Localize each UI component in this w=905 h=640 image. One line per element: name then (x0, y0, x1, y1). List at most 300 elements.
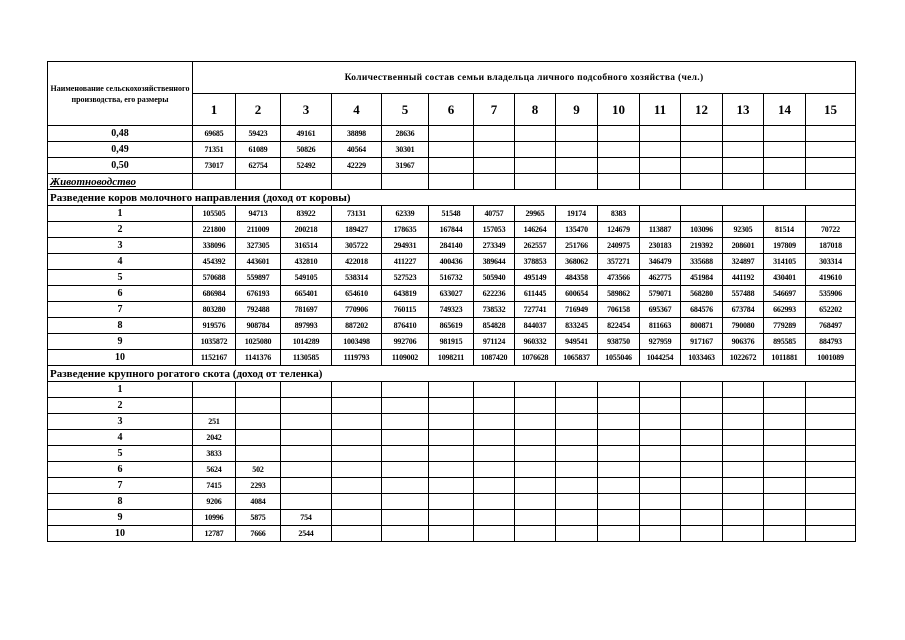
value-cell: 62339 (382, 206, 429, 222)
cattle-row (48, 398, 856, 414)
value-cell: 906376 (723, 334, 764, 350)
value-cell: 5875 (236, 510, 281, 526)
dairy-row (48, 206, 856, 222)
value-cell: 538314 (332, 270, 382, 286)
value-cell (429, 126, 474, 142)
value-cell: 1044254 (640, 350, 681, 366)
dairy-row (48, 270, 856, 286)
family-size-8: 8 (515, 94, 556, 126)
family-size-2: 2 (236, 94, 281, 126)
value-cell (640, 494, 681, 510)
value-cell: 557488 (723, 286, 764, 302)
value-cell: 2293 (236, 478, 281, 494)
value-cell: 73017 (193, 158, 236, 174)
value-cell: 738532 (474, 302, 515, 318)
value-cell: 73131 (332, 206, 382, 222)
income-table (47, 61, 856, 542)
value-cell: 7415 (193, 478, 236, 494)
value-cell: 589862 (598, 286, 640, 302)
value-cell (382, 526, 429, 542)
value-cell: 411227 (382, 254, 429, 270)
value-cell: 706158 (598, 302, 640, 318)
value-cell (598, 382, 640, 398)
value-cell (681, 142, 723, 158)
value-cell (806, 526, 856, 542)
cattle-row (48, 494, 856, 510)
value-cell (681, 430, 723, 446)
value-cell (474, 158, 515, 174)
cattle-row (48, 462, 856, 478)
value-cell: 800871 (681, 318, 723, 334)
value-cell: 546697 (764, 286, 806, 302)
value-cell: 927959 (640, 334, 681, 350)
family-size-7: 7 (474, 94, 515, 126)
cattle-row (48, 510, 856, 526)
value-cell: 549105 (281, 270, 332, 286)
family-size-10: 10 (598, 94, 640, 126)
value-cell (193, 398, 236, 414)
value-cell: 51548 (429, 206, 474, 222)
value-cell: 62754 (236, 158, 281, 174)
value-cell: 324897 (723, 254, 764, 270)
value-cell: 811663 (640, 318, 681, 334)
value-cell (556, 526, 598, 542)
value-cell: 284140 (429, 238, 474, 254)
value-cell (764, 398, 806, 414)
dairy-row (48, 350, 856, 366)
value-cell (281, 462, 332, 478)
blank-cell (598, 174, 640, 190)
value-cell: 754 (281, 510, 332, 526)
value-cell: 430401 (764, 270, 806, 286)
family-size-6: 6 (429, 94, 474, 126)
value-cell: 568280 (681, 286, 723, 302)
value-cell: 779289 (764, 318, 806, 334)
row-label: 7 (48, 478, 193, 494)
value-cell (474, 430, 515, 446)
value-cell: 1025080 (236, 334, 281, 350)
row-label: 1 (48, 382, 193, 398)
value-cell (474, 494, 515, 510)
cattle-row (48, 414, 856, 430)
value-cell (474, 382, 515, 398)
value-cell: 570688 (193, 270, 236, 286)
value-cell: 673784 (723, 302, 764, 318)
value-cell (681, 462, 723, 478)
value-cell: 749323 (429, 302, 474, 318)
value-cell (598, 446, 640, 462)
value-cell (429, 430, 474, 446)
value-cell: 473566 (598, 270, 640, 286)
value-cell (332, 430, 382, 446)
value-cell: 1022672 (723, 350, 764, 366)
size-row (48, 158, 856, 174)
value-cell (515, 494, 556, 510)
value-cell: 92305 (723, 222, 764, 238)
value-cell: 432810 (281, 254, 332, 270)
value-cell (764, 446, 806, 462)
value-cell: 919576 (193, 318, 236, 334)
value-cell (429, 446, 474, 462)
value-cell (281, 382, 332, 398)
value-cell (764, 126, 806, 142)
value-cell: 28636 (382, 126, 429, 142)
value-cell: 884793 (806, 334, 856, 350)
value-cell: 803280 (193, 302, 236, 318)
value-cell (806, 494, 856, 510)
value-cell: 770906 (332, 302, 382, 318)
value-cell: 314105 (764, 254, 806, 270)
value-cell: 189427 (332, 222, 382, 238)
value-cell: 8383 (598, 206, 640, 222)
value-cell (764, 526, 806, 542)
value-cell (429, 526, 474, 542)
family-size-15: 15 (806, 94, 856, 126)
dairy-row (48, 254, 856, 270)
value-cell (382, 398, 429, 414)
value-cell: 844037 (515, 318, 556, 334)
value-cell: 527523 (382, 270, 429, 286)
value-cell: 833245 (556, 318, 598, 334)
value-cell (681, 526, 723, 542)
value-cell: 2042 (193, 430, 236, 446)
value-cell (281, 430, 332, 446)
family-size-12: 12 (681, 94, 723, 126)
value-cell (806, 462, 856, 478)
family-size-14: 14 (764, 94, 806, 126)
value-cell: 94713 (236, 206, 281, 222)
value-cell (281, 398, 332, 414)
blank-cell (429, 174, 474, 190)
value-cell (764, 158, 806, 174)
value-cell: 113887 (640, 222, 681, 238)
dairy-row (48, 238, 856, 254)
dairy-row (48, 318, 856, 334)
value-cell: 230183 (640, 238, 681, 254)
value-cell: 865619 (429, 318, 474, 334)
value-cell (332, 414, 382, 430)
value-cell (598, 142, 640, 158)
row-label: 6 (48, 286, 193, 302)
value-cell: 1152167 (193, 350, 236, 366)
value-cell: 52492 (281, 158, 332, 174)
value-cell: 502 (236, 462, 281, 478)
value-cell: 665401 (281, 286, 332, 302)
value-cell (598, 494, 640, 510)
value-cell (764, 142, 806, 158)
value-cell (332, 526, 382, 542)
value-cell (723, 414, 764, 430)
value-cell: 40757 (474, 206, 515, 222)
value-cell (764, 382, 806, 398)
value-cell (598, 398, 640, 414)
value-cell (681, 158, 723, 174)
value-cell (640, 398, 681, 414)
value-cell (806, 126, 856, 142)
value-cell: 908784 (236, 318, 281, 334)
value-cell (806, 478, 856, 494)
row-label: 0,49 (48, 142, 193, 158)
value-cell (474, 478, 515, 494)
blank-cell (556, 174, 598, 190)
value-cell: 949541 (556, 334, 598, 350)
row-label: 2 (48, 398, 193, 414)
value-cell (640, 526, 681, 542)
value-cell: 760115 (382, 302, 429, 318)
value-cell: 1035872 (193, 334, 236, 350)
value-cell (332, 398, 382, 414)
row-label: 10 (48, 350, 193, 366)
value-cell (640, 430, 681, 446)
value-cell (474, 446, 515, 462)
value-cell (723, 510, 764, 526)
value-cell (474, 126, 515, 142)
value-cell (640, 462, 681, 478)
dairy-section-heading: Разведение коров молочного направления (доход от коровы) (48, 190, 429, 206)
value-cell (681, 414, 723, 430)
value-cell (236, 430, 281, 446)
value-cell (556, 398, 598, 414)
value-cell (640, 158, 681, 174)
row-label: 4 (48, 254, 193, 270)
value-cell (332, 462, 382, 478)
value-cell: 221800 (193, 222, 236, 238)
value-cell (382, 414, 429, 430)
blank-cell (806, 174, 856, 190)
value-cell: 273349 (474, 238, 515, 254)
value-cell (429, 494, 474, 510)
value-cell (764, 430, 806, 446)
value-cell (681, 398, 723, 414)
value-cell (723, 398, 764, 414)
value-cell: 294931 (382, 238, 429, 254)
value-cell: 960332 (515, 334, 556, 350)
value-cell: 262557 (515, 238, 556, 254)
value-cell: 790080 (723, 318, 764, 334)
value-cell: 400436 (429, 254, 474, 270)
row-label: 4 (48, 430, 193, 446)
value-cell (764, 510, 806, 526)
value-cell: 178635 (382, 222, 429, 238)
value-cell (429, 142, 474, 158)
row-label: 0,48 (48, 126, 193, 142)
value-cell (640, 206, 681, 222)
value-cell (382, 382, 429, 398)
value-cell (281, 494, 332, 510)
value-cell (474, 462, 515, 478)
value-cell: 316514 (281, 238, 332, 254)
value-cell: 643819 (382, 286, 429, 302)
value-cell (764, 494, 806, 510)
value-cell (556, 430, 598, 446)
value-cell (556, 158, 598, 174)
blank-cell (764, 174, 806, 190)
value-cell: 335688 (681, 254, 723, 270)
value-cell (723, 126, 764, 142)
family-size-9: 9 (556, 94, 598, 126)
value-cell: 992706 (382, 334, 429, 350)
value-cell: 633027 (429, 286, 474, 302)
row-label: 6 (48, 462, 193, 478)
value-cell (681, 446, 723, 462)
blank-cell (723, 174, 764, 190)
value-cell: 716949 (556, 302, 598, 318)
row-label: 9 (48, 334, 193, 350)
value-cell (515, 478, 556, 494)
row-label: 5 (48, 270, 193, 286)
value-cell: 938750 (598, 334, 640, 350)
value-cell (281, 414, 332, 430)
dairy-row (48, 334, 856, 350)
value-cell (515, 510, 556, 526)
value-cell: 1003498 (332, 334, 382, 350)
value-cell: 1098211 (429, 350, 474, 366)
value-cell: 792488 (236, 302, 281, 318)
value-cell: 187018 (806, 238, 856, 254)
value-cell (556, 510, 598, 526)
value-cell: 441192 (723, 270, 764, 286)
value-cell (515, 414, 556, 430)
value-cell (806, 430, 856, 446)
value-cell (598, 158, 640, 174)
value-cell: 1014289 (281, 334, 332, 350)
row-label: 8 (48, 494, 193, 510)
value-cell (429, 158, 474, 174)
value-cell (723, 158, 764, 174)
value-cell: 31967 (382, 158, 429, 174)
value-cell: 652202 (806, 302, 856, 318)
value-cell (515, 446, 556, 462)
value-cell (806, 398, 856, 414)
value-cell: 200218 (281, 222, 332, 238)
value-cell (598, 126, 640, 142)
value-cell: 29965 (515, 206, 556, 222)
family-size-13: 13 (723, 94, 764, 126)
value-cell: 135470 (556, 222, 598, 238)
value-cell (332, 494, 382, 510)
value-cell: 622236 (474, 286, 515, 302)
value-cell: 686984 (193, 286, 236, 302)
value-cell (723, 142, 764, 158)
value-cell (681, 206, 723, 222)
value-cell: 251 (193, 414, 236, 430)
value-cell: 484358 (556, 270, 598, 286)
value-cell (515, 158, 556, 174)
value-cell: 240975 (598, 238, 640, 254)
blank-cell (640, 174, 681, 190)
row-label: 10 (48, 526, 193, 542)
blank-cell (236, 174, 281, 190)
value-cell: 81514 (764, 222, 806, 238)
livestock-section-row (48, 174, 856, 190)
family-size-4: 4 (332, 94, 382, 126)
value-cell: 684576 (681, 302, 723, 318)
value-cell: 454392 (193, 254, 236, 270)
blank-cell (332, 174, 382, 190)
value-cell: 462775 (640, 270, 681, 286)
dairy-row (48, 286, 856, 302)
value-cell (382, 494, 429, 510)
value-cell: 676193 (236, 286, 281, 302)
row-label: 3 (48, 414, 193, 430)
value-cell (429, 414, 474, 430)
value-cell (382, 478, 429, 494)
name-column-header: Наименование сельскохозяйственного производства, его размеры (48, 62, 193, 126)
value-cell: 419610 (806, 270, 856, 286)
blank-cell (429, 190, 856, 206)
value-cell (193, 382, 236, 398)
value-cell: 378853 (515, 254, 556, 270)
value-cell (332, 510, 382, 526)
value-cell: 49161 (281, 126, 332, 142)
value-cell (806, 158, 856, 174)
value-cell (764, 478, 806, 494)
value-cell (281, 478, 332, 494)
value-cell (640, 142, 681, 158)
cattle-row (48, 446, 856, 462)
value-cell (681, 510, 723, 526)
value-cell (806, 142, 856, 158)
value-cell: 40564 (332, 142, 382, 158)
value-cell: 822454 (598, 318, 640, 334)
dairy-row (48, 302, 856, 318)
value-cell (806, 206, 856, 222)
value-cell: 654610 (332, 286, 382, 302)
value-cell: 662993 (764, 302, 806, 318)
value-cell: 2544 (281, 526, 332, 542)
value-cell (556, 142, 598, 158)
value-cell (723, 526, 764, 542)
value-cell (332, 382, 382, 398)
value-cell (764, 414, 806, 430)
value-cell: 327305 (236, 238, 281, 254)
value-cell: 516732 (429, 270, 474, 286)
value-cell (236, 382, 281, 398)
value-cell (382, 430, 429, 446)
value-cell: 7666 (236, 526, 281, 542)
value-cell: 887202 (332, 318, 382, 334)
value-cell: 895585 (764, 334, 806, 350)
value-cell: 338096 (193, 238, 236, 254)
value-cell: 1141376 (236, 350, 281, 366)
row-label: 8 (48, 318, 193, 334)
row-label: 5 (48, 446, 193, 462)
value-cell: 443601 (236, 254, 281, 270)
cattle-section-row (48, 366, 856, 382)
value-cell (723, 430, 764, 446)
value-cell (640, 414, 681, 430)
value-cell: 1109002 (382, 350, 429, 366)
value-cell: 208601 (723, 238, 764, 254)
value-cell: 579071 (640, 286, 681, 302)
value-cell: 389644 (474, 254, 515, 270)
value-cell (681, 382, 723, 398)
value-cell (429, 478, 474, 494)
value-cell (556, 462, 598, 478)
dairy-section-row (48, 190, 856, 206)
value-cell (723, 478, 764, 494)
value-cell (382, 510, 429, 526)
value-cell: 303314 (806, 254, 856, 270)
value-cell: 30301 (382, 142, 429, 158)
value-cell (556, 126, 598, 142)
cattle-section-heading: Разведение крупного рогатого скота (доход от теленка) (48, 366, 429, 382)
value-cell (723, 382, 764, 398)
value-cell (640, 382, 681, 398)
value-cell: 50826 (281, 142, 332, 158)
value-cell (723, 206, 764, 222)
value-cell: 251766 (556, 238, 598, 254)
